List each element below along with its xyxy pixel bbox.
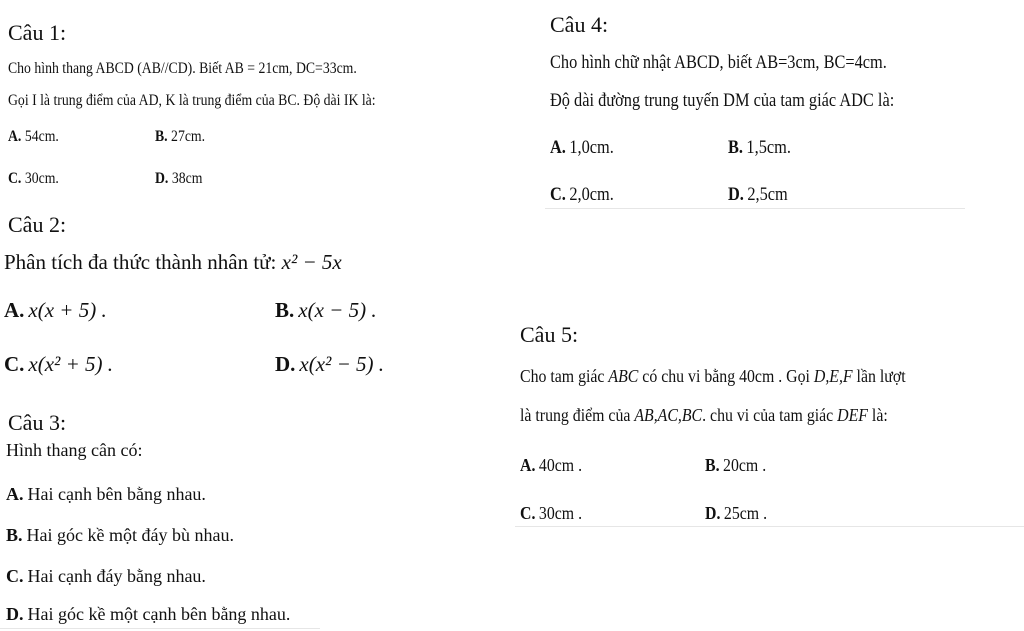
q2-prompt: Phân tích đa thức thành nhân tử: x² − 5x	[4, 250, 342, 274]
q4-option-c[interactable]: C. 2,0cm.	[550, 184, 614, 205]
q3-option-b[interactable]: B. Hai góc kề một đáy bù nhau.	[6, 525, 234, 545]
q2-option-a[interactable]: A. x(x + 5) .	[4, 298, 107, 322]
q5-option-a[interactable]: A. 40cm .	[520, 455, 583, 475]
q1-line2: Gọi I là trung điểm của AD, K là trung điểm của BC. Độ dài IK là:	[8, 92, 376, 109]
q2-option-d[interactable]: D. x(x² − 5) .	[275, 352, 385, 376]
q5-title: Câu 5:	[520, 322, 579, 347]
q2-title: Câu 2:	[8, 212, 67, 237]
q3-option-c[interactable]: C. Hai cạnh đáy bằng nhau.	[6, 566, 206, 586]
q5-option-b[interactable]: B. 20cm .	[705, 455, 767, 475]
q4-underline	[545, 208, 965, 209]
q2-expression: x² − 5x	[281, 250, 342, 274]
q1-option-b[interactable]: B. 27cm.	[155, 128, 206, 145]
q1-line1: Cho hình thang ABCD (AB//CD). Biết AB = 21cm, DC=33cm.	[8, 60, 357, 77]
q4-line2: Độ dài đường trung tuyến DM của tam giác ADC là:	[550, 90, 895, 111]
q4-option-d[interactable]: D. 2,5cm	[728, 184, 788, 205]
q1-option-c[interactable]: C. 30cm.	[8, 170, 59, 187]
q2-option-b[interactable]: B. x(x − 5) .	[275, 298, 377, 322]
q3-option-d[interactable]: D. Hai góc kề một cạnh bên bằng nhau.	[6, 604, 291, 624]
q3-option-a[interactable]: A. Hai cạnh bên bằng nhau.	[6, 484, 206, 504]
q4-line1: Cho hình chữ nhật ABCD, biết AB=3cm, BC=4cm.	[550, 52, 887, 73]
q5-line1: Cho tam giác ABC có chu vi bằng 40cm . Gọi D,E,F lần lượt	[520, 366, 906, 386]
q5-line2: là trung điểm của AB,AC,BC. chu vi của tam giác DEF là:	[520, 405, 888, 425]
q3-title: Câu 3:	[8, 410, 67, 435]
q5-option-d[interactable]: D. 25cm .	[705, 503, 768, 523]
q5-underline	[515, 526, 1024, 527]
q1-option-d[interactable]: D. 38cm	[155, 170, 203, 187]
q4-title: Câu 4:	[550, 12, 609, 37]
q5-option-c[interactable]: C. 30cm .	[520, 503, 583, 523]
q4-option-b[interactable]: B. 1,5cm.	[728, 137, 791, 158]
q1-title: Câu 1:	[8, 20, 67, 45]
q3-prompt: Hình thang cân có:	[6, 440, 143, 460]
q3-underline	[0, 628, 320, 629]
q4-option-a[interactable]: A. 1,0cm.	[550, 137, 614, 158]
q1-option-a[interactable]: A. 54cm.	[8, 128, 59, 145]
q2-option-c[interactable]: C. x(x² + 5) .	[4, 352, 114, 376]
